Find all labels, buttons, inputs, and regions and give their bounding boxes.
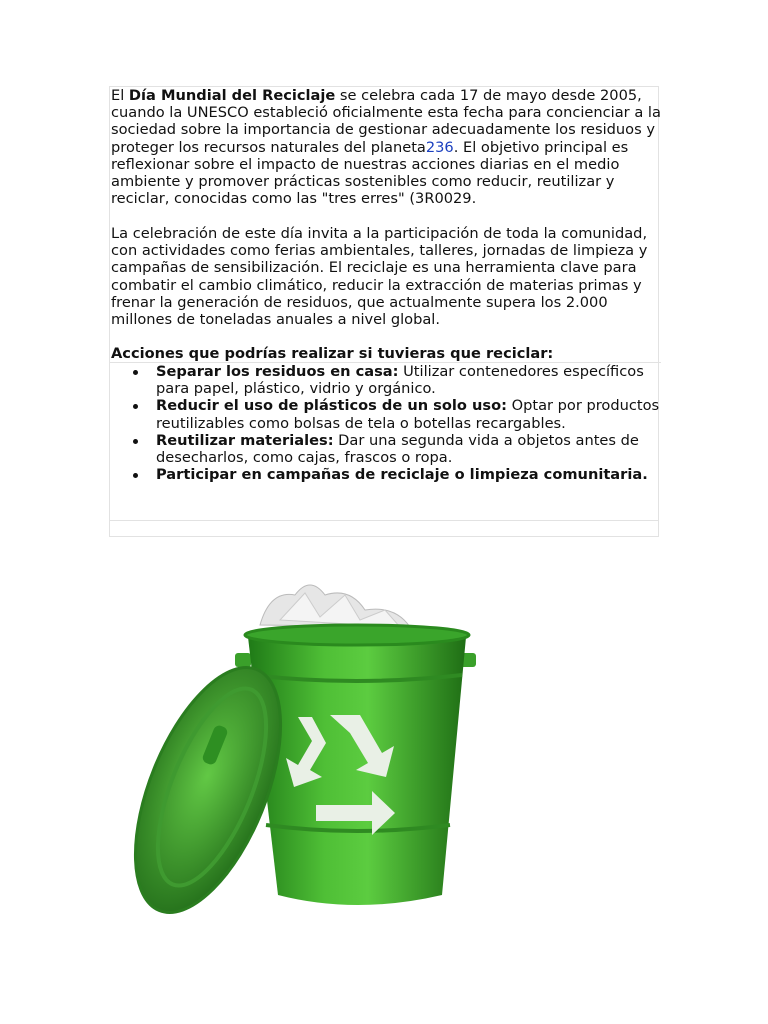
action-text: Optar por productos reutilizables como bolsas de tela o botellas recargables.	[156, 397, 660, 432]
action-title: Participar en campañas de reciclaje o limpieza comunitaria.	[156, 466, 648, 484]
second-paragraph: La celebración de este día invita a la participación de toda la comunidad, con actividades como ferias ambientales, talleres, jornadas de limpieza y campañas de sensibilización. El reciclaje es una herramienta clave para combatir el cambio climático, reducir la extracción de materias primas y frenar la generación de residuos, que actualmente supera los 2.000 millones de toneladas anuales a nivel global.	[111, 225, 648, 329]
action-title: Reutilizar materiales:	[156, 431, 334, 449]
action-title: Separar los residuos en casa:	[156, 363, 399, 380]
list-item	[110, 432, 660, 466]
recycling-bin-image	[120, 565, 500, 930]
reference-link[interactable]: 236	[425, 138, 454, 156]
actions-heading: Acciones que podrías realizar si tuvieras que reciclar:	[110, 345, 661, 363]
actions-list	[110, 363, 660, 483]
action-text: Utilizar contenedores específicos para papel, plástico, vidrio y orgánico.	[156, 363, 644, 398]
intro-paragraph	[110, 87, 661, 207]
list-item	[110, 363, 660, 397]
list-item	[110, 397, 660, 431]
recycling-bin-icon	[120, 565, 500, 930]
action-title: Reducir el uso de plásticos de un solo uso:	[156, 397, 507, 415]
table-divider	[110, 520, 658, 521]
intro-bold-title: Día Mundial del Reciclaje	[128, 87, 336, 104]
action-text: Dar una segunda vida a objetos antes de desecharlos, como cajas, frascos o ropa.	[156, 431, 639, 467]
document-body	[109, 86, 659, 537]
intro-text-1: El	[111, 87, 129, 104]
intro-text-2: se celebra cada 17 de mayo desde 2005, cuando la UNESCO estableció oficialmente esta fecha para concienciar a la sociedad sobre la importancia de gestionar adecuadamente los residuos y proteger los recursos naturales del planeta	[111, 87, 661, 156]
intro-text-3: . El objetivo principal es reflexionar sobre el impacto de nuestras acciones diarias en el medio ambiente y promover prácticas sostenibles como reducir, reutilizar y reciclar, conocidas como las "tres erres" (3R0029.	[111, 138, 629, 208]
list-item	[110, 466, 660, 483]
